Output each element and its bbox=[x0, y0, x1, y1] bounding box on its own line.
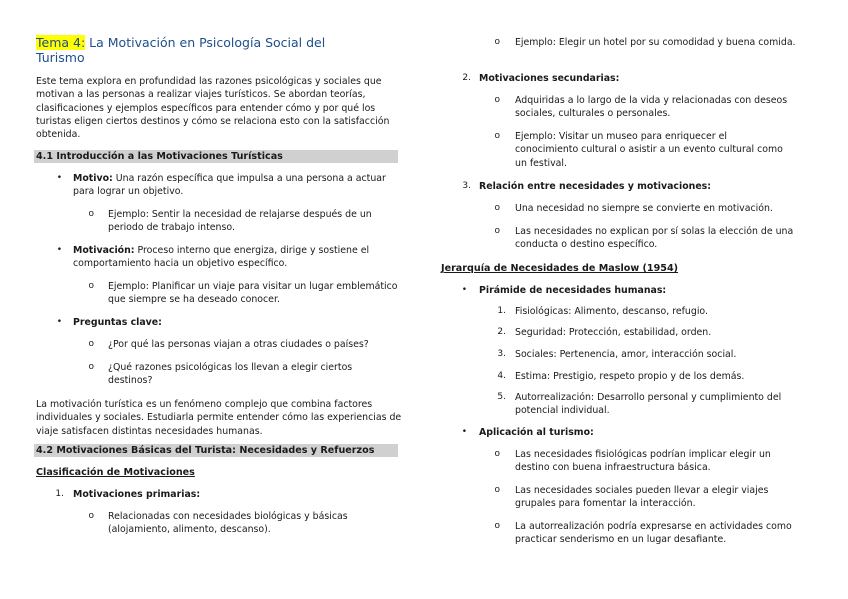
secundarias-label: Motivaciones secundarias: bbox=[479, 73, 620, 84]
intro-paragraph: Este tema explora en profundidad las razones psicológicas y sociales que motivan a las personas a realizar viajes turísticos. Se abordan teorías, clasificaciones y ejemplos específicos para entender cómo y por qué los turistas eligen ciertos destinos y cómo se relaciona esto con la satisfacción obtenida. bbox=[36, 76, 390, 141]
hollow-bullet-icon: o bbox=[494, 95, 500, 105]
relacion-2: Las necesidades no explican por sí solas la elección de una conducta o destino específico. bbox=[515, 226, 794, 251]
summary-paragraph: La motivación turística es un fenómeno complejo que combina factores individuales y sociales. Estudiarla permite entender cómo las experiencias de viaje satisfacen distintas necesidades humanas. bbox=[36, 399, 402, 437]
motivacion-label: Motivación: bbox=[73, 245, 135, 256]
aplicacion-item: Las necesidades sociales pueden llevar a elegir viajes grupales para fomentar la interacción. bbox=[515, 485, 769, 510]
list-item-motivo bbox=[73, 172, 393, 199]
bullet-icon: • bbox=[461, 427, 467, 437]
maslow-level: Seguridad: Protección, estabilidad, orden. bbox=[515, 327, 712, 338]
hollow-bullet-icon: o bbox=[494, 449, 500, 459]
motivo-text: Una razón específica que impulsa a una persona a actuar para lograr un objetivo. bbox=[73, 173, 386, 198]
secundarias-detail: Adquiridas a lo largo de la vida y relacionadas con deseos sociales, culturales o personales. bbox=[515, 95, 788, 120]
number-3: 3. bbox=[462, 181, 471, 191]
aplicacion-item: Las necesidades fisiológicas podrían implicar elegir un destino con buena infraestructura básica. bbox=[515, 449, 771, 474]
motivo-example: Ejemplo: Sentir la necesidad de relajarse después de un periodo de trabajo intenso. bbox=[108, 209, 372, 234]
hollow-bullet-icon: o bbox=[494, 521, 500, 531]
relacion-label: Relación entre necesidades y motivaciones: bbox=[479, 181, 712, 192]
level-number: 4. bbox=[497, 371, 506, 381]
level-number: 5. bbox=[497, 392, 506, 402]
hollow-bullet-icon: o bbox=[494, 203, 500, 213]
secundarias-example: Ejemplo: Visitar un museo para enriquecer el conocimiento cultural o asistir a un evento cultural como un festival. bbox=[515, 131, 783, 169]
motivo-label: Motivo: bbox=[73, 173, 113, 184]
page-title bbox=[36, 35, 376, 65]
clasificacion-subheading: Clasificación de Motivaciones bbox=[36, 467, 195, 478]
level-number: 1. bbox=[497, 306, 506, 316]
title-highlight: Tema 4: bbox=[36, 35, 86, 50]
section-heading-4-2: 4.2 Motivaciones Básicas del Turista: Necesidades y Refuerzos bbox=[34, 444, 398, 457]
hollow-bullet-icon: o bbox=[494, 131, 500, 141]
piramide-label: Pirámide de necesidades humanas: bbox=[479, 285, 667, 296]
bullet-icon: • bbox=[56, 173, 62, 183]
hollow-bullet-icon: o bbox=[88, 511, 94, 521]
number-1: 1. bbox=[55, 489, 64, 499]
aplicacion-item: La autorrealización podría expresarse en actividades como practicar senderismo en un lugar desafiante. bbox=[515, 521, 792, 546]
hollow-bullet-icon: o bbox=[88, 281, 94, 291]
motivacion-text: Proceso interno que energiza, dirige y sostiene el comportamiento hacia un objetivo específico. bbox=[73, 245, 370, 270]
preguntas-label: Preguntas clave: bbox=[73, 317, 162, 328]
hollow-bullet-icon: o bbox=[494, 226, 500, 236]
maslow-level: Estima: Prestigio, respeto propio y de los demás. bbox=[515, 371, 745, 382]
maslow-level: Autorrealización: Desarrollo personal y cumplimiento del potencial individual. bbox=[515, 392, 782, 417]
maslow-heading: Jerarquía de Necesidades de Maslow (1954) bbox=[441, 263, 679, 274]
primarias-label: Motivaciones primarias: bbox=[73, 489, 201, 500]
bullet-icon: • bbox=[56, 317, 62, 327]
pregunta-1: ¿Por qué las personas viajan a otras ciudades o países? bbox=[108, 339, 369, 350]
hollow-bullet-icon: o bbox=[494, 37, 500, 47]
title-rest: La Motivación en Psicología Social del Turismo bbox=[36, 35, 326, 65]
number-2: 2. bbox=[462, 73, 471, 83]
pregunta-2: ¿Qué razones psicológicas los llevan a elegir ciertos destinos? bbox=[108, 362, 353, 387]
primarias-example: Ejemplo: Elegir un hotel por su comodidad y buena comida. bbox=[515, 37, 796, 48]
aplicacion-label: Aplicación al turismo: bbox=[479, 427, 594, 438]
bullet-icon: • bbox=[56, 245, 62, 255]
maslow-level: Sociales: Pertenencia, amor, interacción social. bbox=[515, 349, 737, 360]
relacion-1: Una necesidad no siempre se convierte en motivación. bbox=[515, 203, 773, 214]
hollow-bullet-icon: o bbox=[494, 485, 500, 495]
hollow-bullet-icon: o bbox=[88, 209, 94, 219]
level-number: 3. bbox=[497, 349, 506, 359]
hollow-bullet-icon: o bbox=[88, 339, 94, 349]
maslow-level: Fisiológicas: Alimento, descanso, refugio. bbox=[515, 306, 708, 317]
list-item-motivacion bbox=[73, 244, 393, 271]
primarias-detail: Relacionadas con necesidades biológicas y básicas (alojamiento, alimento, descanso). bbox=[108, 511, 348, 536]
section-heading-4-1: 4.1 Introducción a las Motivaciones Turísticas bbox=[34, 150, 398, 163]
motivacion-example: Ejemplo: Planificar un viaje para visitar un lugar emblemático que siempre se ha deseado conocer. bbox=[108, 281, 398, 306]
level-number: 2. bbox=[497, 327, 506, 337]
bullet-icon: • bbox=[461, 285, 467, 295]
hollow-bullet-icon: o bbox=[88, 362, 94, 372]
